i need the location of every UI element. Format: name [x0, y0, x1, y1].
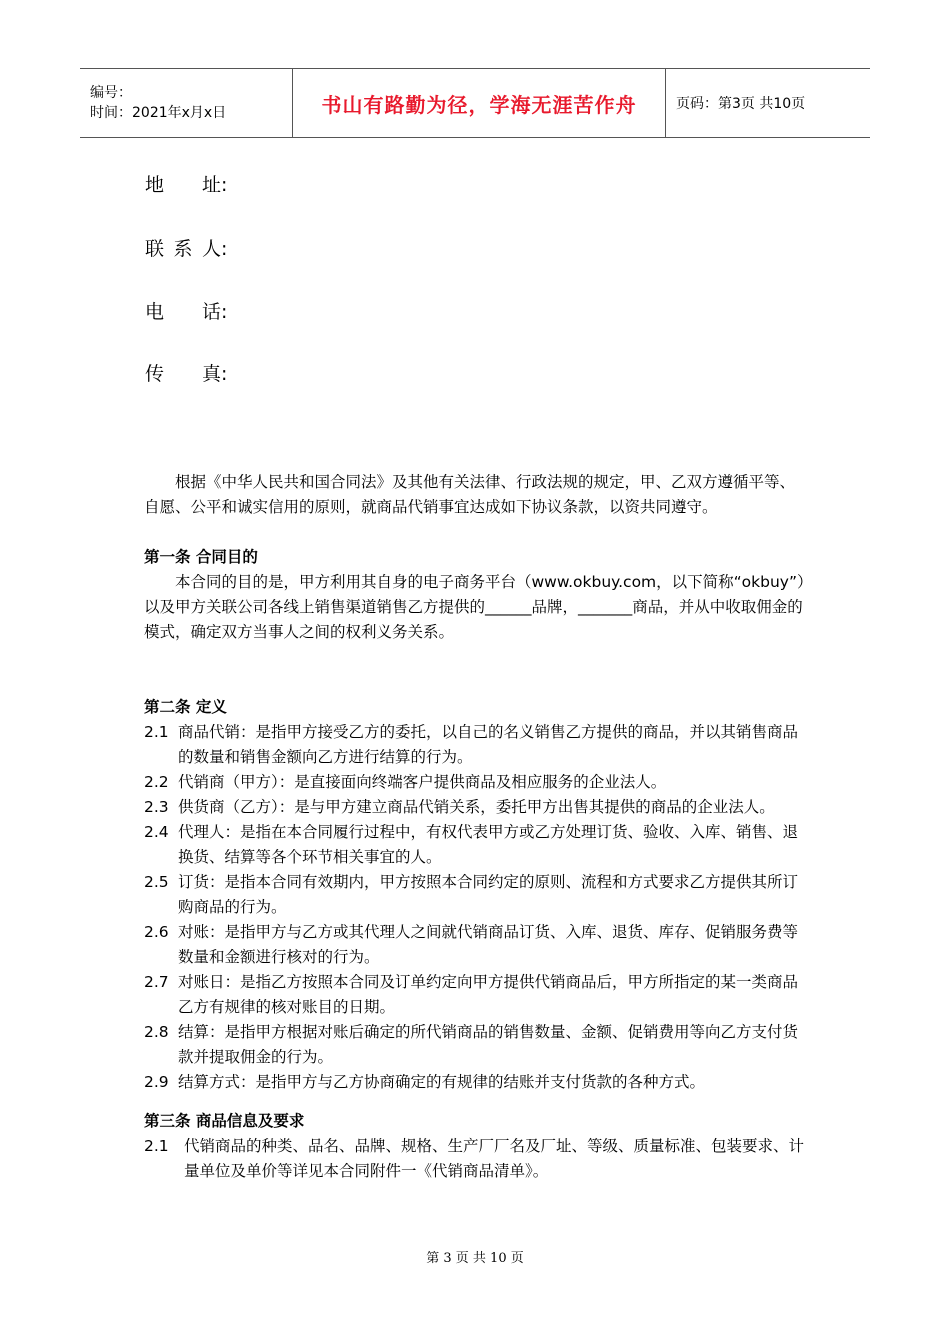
document-time-label: 时间：2021年x月x日 [90, 105, 227, 121]
contact-label: 联系人 [145, 238, 221, 260]
header-page-info: 页码：第3页 共10页 [676, 96, 806, 112]
article-3-title: 第三条 商品信息及要求 [144, 1112, 305, 1130]
contact-fax: 传真: [145, 359, 227, 386]
definition-item: 2.7 对账日：是指乙方按照本合同及订单约定向甲方提供代销商品后，甲方所指定的某一类商品乙方有规律的核对账目的日期。 [144, 973, 799, 1016]
article-2-title: 第二条 定义 [144, 698, 227, 716]
definition-item: 2.4 代理人：是指在本合同履行过程中，有权代表甲方或乙方处理订货、验收、入库、销售、退换货、结算等各个环节相关事宜的人。 [144, 823, 799, 866]
motto-text: 书山有路勤为径，学海无涯苦作舟 [321, 92, 637, 117]
contact-label: 电话 [145, 301, 221, 323]
article-1-title: 第一条 合同目的 [144, 548, 258, 566]
definition-item: 2.9 结算方式：是指甲方与乙方协商确定的有规律的结账并支付货款的各种方式。 [144, 1073, 706, 1091]
definition-item: 2.1 商品代销：是指甲方接受乙方的委托，以自己的名义销售乙方提供的商品，并以其销售商品的数量和销售金额向乙方进行结算的行为。 [144, 723, 799, 766]
page-footer: 第 3 页 共 10 页 [426, 1251, 524, 1266]
page-header [80, 68, 870, 138]
definition-item: 2.8 结算：是指甲方根据对账后确定的所代销商品的销售数量、金额、促销费用等向乙方支付货款并提取佣金的行为。 [144, 1023, 799, 1066]
contact-label: 地址 [145, 174, 221, 196]
document-number-label: 编号： [90, 85, 132, 101]
header-motto [293, 69, 666, 137]
contact-person: 联系人: [145, 234, 227, 261]
article-1-text: 本合同的目的是，甲方利用其自身的电子商务平台（www.okbuy.com，以下简称“okbuy”）以及甲方关联公司各线上销售渠道销售乙方提供的______品牌，_______商品，并从中收取佣金的模式，确定双方当事人之间的权利义务关系。 [144, 573, 805, 641]
contact-phone: 电话: [145, 297, 227, 324]
contact-address: 地址: [145, 170, 227, 197]
definition-item: 2.3 供货商（乙方）：是与甲方建立商品代销关系，委托甲方出售其提供的商品的企业法人。 [144, 798, 775, 816]
header-meta [80, 69, 293, 137]
definition-item: 2.2 代销商（甲方）：是直接面向终端客户提供商品及相应服务的企业法人。 [144, 773, 667, 791]
definition-item: 2.5 订货：是指本合同有效期内，甲方按照本合同约定的原则、流程和方式要求乙方提供其所订购商品的行为。 [144, 873, 799, 916]
intro-paragraph: 根据《中华人民共和国合同法》及其他有关法律、行政法规的规定，甲、乙双方遵循平等、自愿、公平和诚实信用的原则，就商品代销事宜达成如下协议条款，以资共同遵守。 [144, 473, 796, 516]
requirement-item: 2.1 代销商品的种类、品名、品牌、规格、生产厂厂名及厂址、等级、质量标准、包装要求、计量单位及单价等详见本合同附件一《代销商品清单》。 [144, 1137, 805, 1180]
contact-label: 传真 [145, 363, 221, 385]
definition-item: 2.6 对账：是指甲方与乙方或其代理人之间就代销商品订货、入库、退货、库存、促销服务费等数量和金额进行核对的行为。 [144, 923, 799, 966]
contract-body [144, 470, 810, 1184]
